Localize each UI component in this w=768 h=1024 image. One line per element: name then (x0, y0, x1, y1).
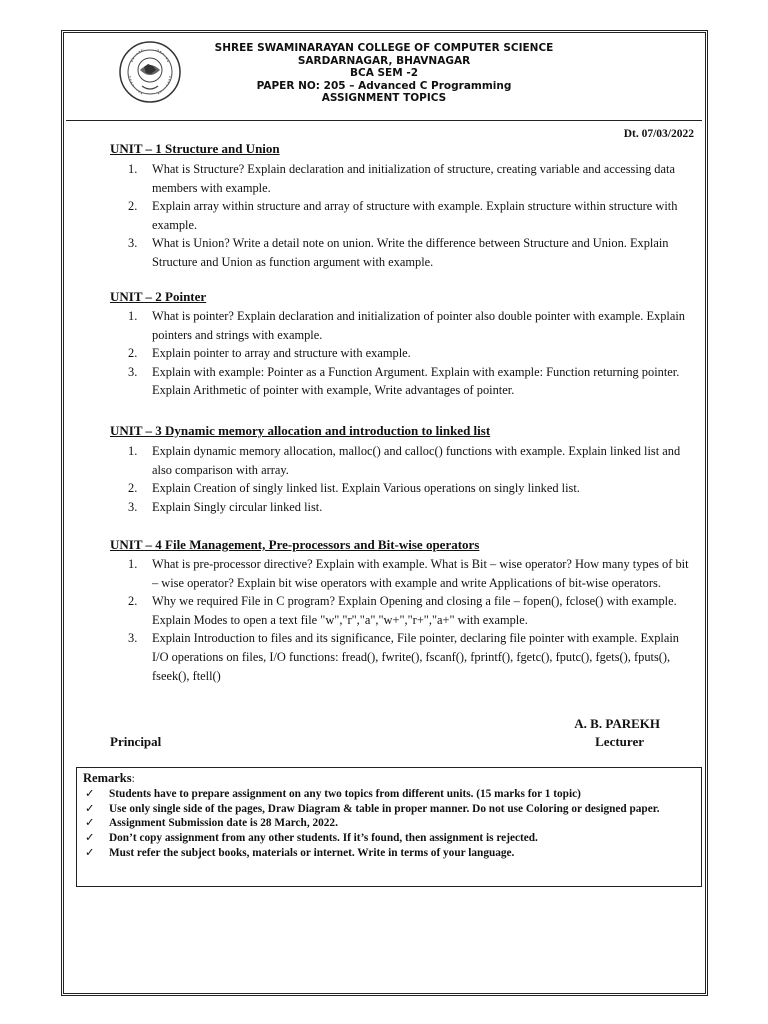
list-item: ✓ Assignment Submission date is 28 March, 2022. (85, 816, 338, 830)
checkmark-icon: ✓ (85, 801, 95, 815)
remarks-box: Remarks: ✓ Students have to prepare assignment on any two topics from different units. (15 marks for 1 topic) ✓ Use only single side of the pages, Draw Diagram & table in proper manner. Do not use Coloring or designed paper. ✓ Assignment Submission date is 28 March, 2022. ✓ Don’t copy assignment from any other students. If it’s found, then assignment is rejected. ✓ Must refer the subject books, materials or internet. Write in terms of your language. (76, 767, 702, 887)
list-item: 1. What is Structure? Explain declaration and initialization of structure, creating variable and accessing data members with example. (128, 162, 675, 195)
list-item: 2. Explain Creation of singly linked list. Explain Various operations on singly linked list. (128, 481, 580, 496)
list-item: ✓ Students have to prepare assignment on any two topics from different units. (15 marks for 1 topic) (85, 786, 581, 800)
college-location: SARDARNAGAR, BHAVNAGAR (297, 54, 471, 67)
unit-3-questions (110, 442, 690, 516)
list-item: 2. Explain pointer to array and structure with example. (128, 346, 411, 361)
college-name: SHREE SWAMINARAYAN COLLEGE OF COMPUTER SCIENCE (214, 42, 554, 54)
list-item: 1. What is pre-processor directive? Explain with example. What is Bit – wise operator? How many types of bit – wise operator? Explain bit wise operators with example and write Applications of bit-wise operators. (128, 557, 689, 590)
list-item: 3. Explain Introduction to files and its significance, File pointer, declaring file pointer with example. Explain I/O operations on files, I/O functions: fread(), fwrite(), fscanf(), fprintf(), fgetc(), fputc(), fgets(), fputs(), fseek(), ftell() (128, 631, 679, 683)
list-item: 1. Explain dynamic memory allocation, malloc() and calloc() functions with example. Explain linked list and also comparison with array. (128, 444, 681, 477)
checkmark-icon: ✓ (85, 831, 95, 845)
unit-1-questions (110, 160, 690, 272)
list-item: 3. Explain with example: Pointer as a Function Argument. Explain with example: Function returning pointer. Explain Arithmetic of pointer with example, Write advantages of pointer. (128, 364, 680, 398)
list-item: 1. What is pointer? Explain declaration and initialization of pointer also double pointer with example. Explain pointers and strings with example. (128, 309, 685, 342)
lecturer-title: Lecturer (595, 734, 644, 749)
document-title: ASSIGNMENT TOPICS (321, 92, 447, 105)
list-item: 2. Explain array within structure and array of structure with example. Explain structure within structure with example. (128, 199, 678, 232)
unit-2-questions (110, 307, 690, 400)
unit-4-heading: UNIT – 4 File Management, Pre-processors and Bit-wise operators (110, 537, 480, 552)
list-item: ✓ Don’t copy assignment from any other students. If it’s found, then assignment is rejected. (85, 831, 538, 845)
list-item: 3. What is Union? Write a detail note on union. Write the difference between Structure and Union. Explain Structure and Union as function argument with example. (128, 236, 669, 269)
unit-1-heading: UNIT – 1 Structure and Union (110, 141, 280, 156)
checkmark-icon: ✓ (85, 816, 95, 830)
checkmark-icon: ✓ (85, 786, 95, 800)
unit-2-heading: UNIT – 2 Pointer (110, 289, 207, 304)
principal-label: Principal (110, 734, 162, 749)
list-item: 3. Explain Singly circular linked list. (128, 499, 323, 514)
lecturer-name: A. B. PAREKH (574, 716, 660, 731)
remarks-list (83, 787, 695, 861)
list-item: ✓ Must refer the subject books, materials or internet. Write in terms of your language. (85, 845, 515, 859)
document-date: Dt. 07/03/2022 (623, 128, 694, 140)
letterhead-text (66, 42, 702, 105)
paper-title: PAPER NO: 205 – Advanced C Programming (256, 79, 512, 92)
unit-3-heading: UNIT – 3 Dynamic memory allocation and introduction to linked list (110, 423, 491, 438)
list-item: 2. Why we required File in C program? Explain Opening and closing a file – fopen(), fclose() with example. Explain Modes to open a text file "w","r","a","w+","r+","a+" with example. (128, 594, 677, 627)
letterhead (66, 36, 702, 121)
list-item: ✓ Use only single side of the pages, Draw Diagram & table in proper manner. Do not use Coloring or designed paper. (85, 801, 660, 815)
semester: BCA SEM -2 (350, 67, 418, 80)
remarks-title: Remarks (83, 771, 132, 785)
unit-4-questions (110, 555, 690, 685)
checkmark-icon: ✓ (85, 845, 95, 859)
